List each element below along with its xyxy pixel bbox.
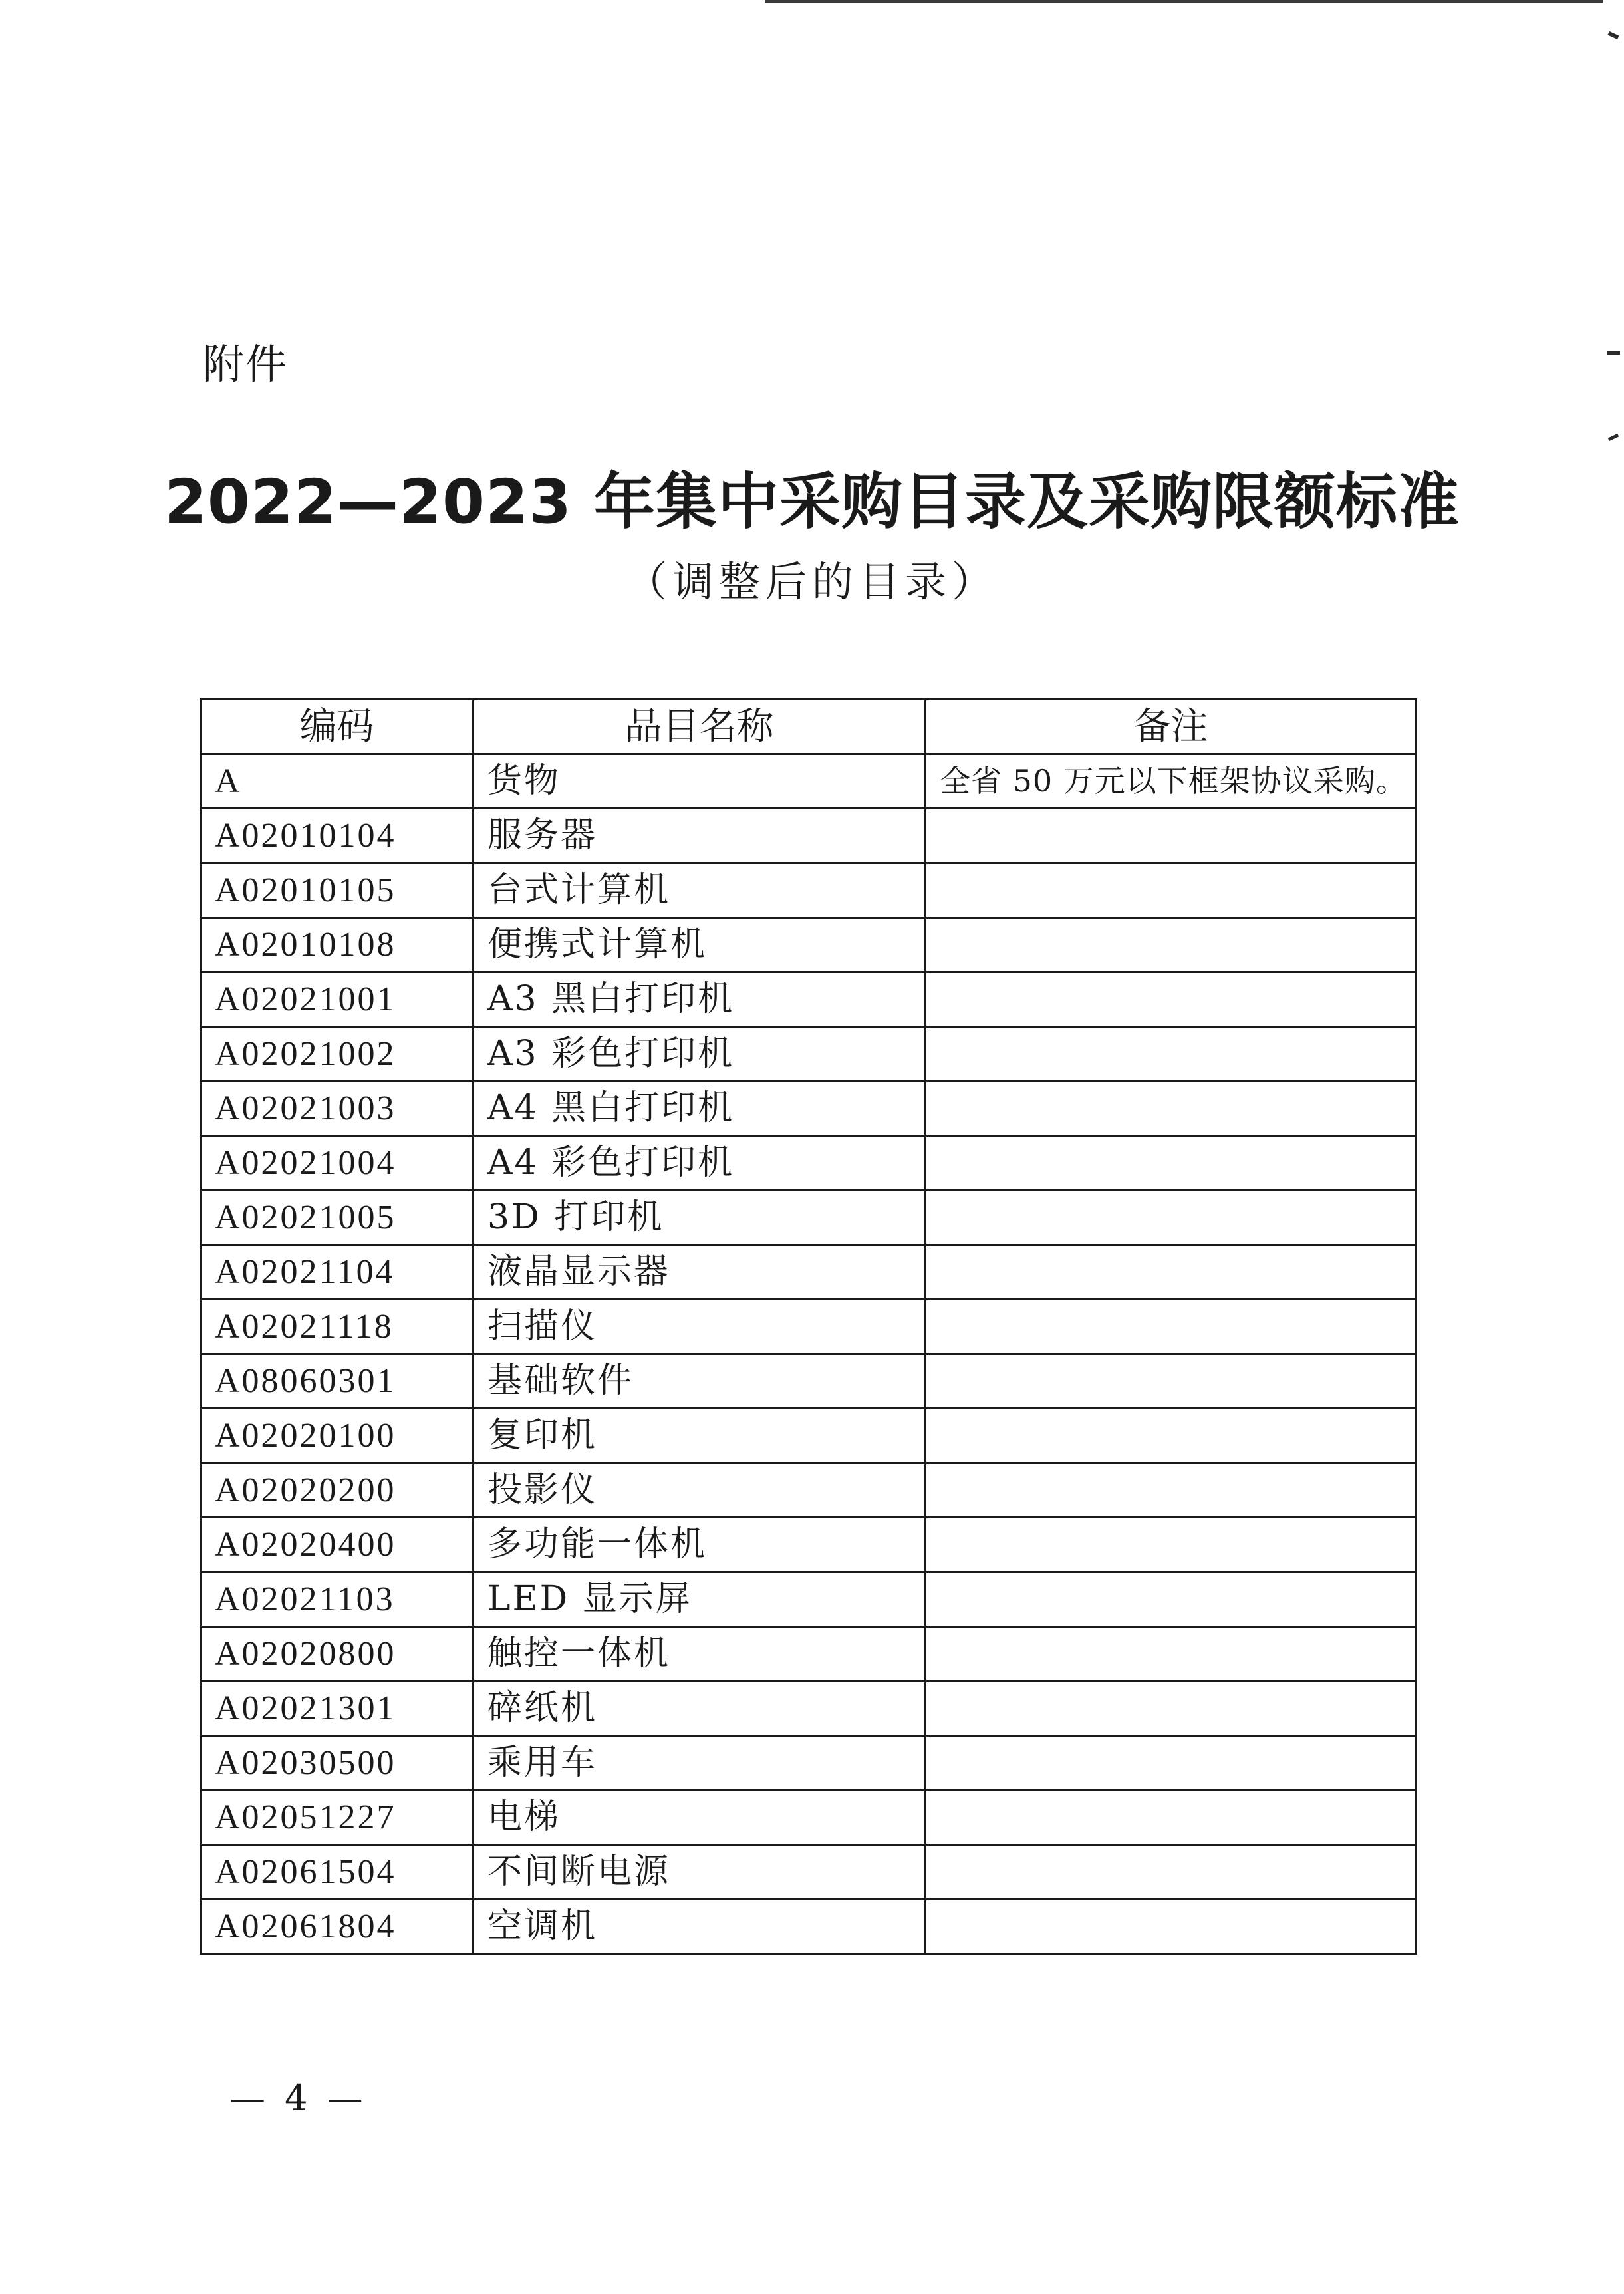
remark-cell bbox=[926, 1191, 1417, 1245]
procurement-catalog-table bbox=[200, 698, 1417, 1955]
name-cell: 基础软件 bbox=[474, 1354, 926, 1409]
remark-cell bbox=[926, 1081, 1417, 1136]
table-row bbox=[201, 863, 1417, 918]
remark-cell bbox=[926, 972, 1417, 1027]
code-cell: A02021118 bbox=[201, 1300, 474, 1354]
code-cell: A02021002 bbox=[201, 1027, 474, 1081]
name-cell: 扫描仪 bbox=[474, 1300, 926, 1354]
name-cell: A3 彩色打印机 bbox=[474, 1027, 926, 1081]
remark-cell bbox=[926, 1572, 1417, 1627]
name-cell: LED 显示屏 bbox=[474, 1572, 926, 1627]
name-cell: A3 黑白打印机 bbox=[474, 972, 926, 1027]
table-row bbox=[201, 754, 1417, 809]
code-cell: A02020100 bbox=[201, 1409, 474, 1463]
page-number: — 4 — bbox=[229, 2077, 367, 2119]
attachment-label: 附件 bbox=[203, 340, 289, 388]
table-row bbox=[201, 1136, 1417, 1191]
table-row bbox=[201, 1300, 1417, 1354]
code-cell: A02020800 bbox=[201, 1627, 474, 1681]
remark-cell bbox=[926, 1463, 1417, 1518]
code-cell: A02020400 bbox=[201, 1518, 474, 1572]
code-cell: A02021103 bbox=[201, 1572, 474, 1627]
table-row bbox=[201, 1463, 1417, 1518]
name-cell: 多功能一体机 bbox=[474, 1518, 926, 1572]
table-row bbox=[201, 1354, 1417, 1409]
table-row bbox=[201, 1081, 1417, 1136]
scan-border-line bbox=[765, 0, 1603, 3]
name-cell: 碎纸机 bbox=[474, 1681, 926, 1736]
table-body bbox=[201, 754, 1417, 1954]
remark-cell bbox=[926, 1245, 1417, 1300]
name-cell: 液晶显示器 bbox=[474, 1245, 926, 1300]
table-row bbox=[201, 1791, 1417, 1845]
remark-cell bbox=[926, 1300, 1417, 1354]
name-cell: 3D 打印机 bbox=[474, 1191, 926, 1245]
code-cell: A02021003 bbox=[201, 1081, 474, 1136]
remark-cell bbox=[926, 1900, 1417, 1954]
name-cell: 触控一体机 bbox=[474, 1627, 926, 1681]
name-cell: 服务器 bbox=[474, 809, 926, 863]
remark-cell bbox=[926, 1736, 1417, 1791]
remark-cell bbox=[926, 1681, 1417, 1736]
name-cell: A4 黑白打印机 bbox=[474, 1081, 926, 1136]
table-row bbox=[201, 972, 1417, 1027]
code-cell: A02010108 bbox=[201, 918, 474, 972]
remark-cell bbox=[926, 1518, 1417, 1572]
code-cell: A02021004 bbox=[201, 1136, 474, 1191]
remark-cell: 全省 50 万元以下框架协议采购。 bbox=[926, 754, 1417, 809]
code-cell: A02061804 bbox=[201, 1900, 474, 1954]
document-title: 2022—2023 年集中采购目录及采购限额标准 bbox=[164, 466, 1460, 537]
remark-cell bbox=[926, 1027, 1417, 1081]
table-row bbox=[201, 1900, 1417, 1954]
code-cell: A bbox=[201, 754, 474, 809]
table-header-row bbox=[201, 700, 1417, 754]
name-cell: 投影仪 bbox=[474, 1463, 926, 1518]
document-subtitle: （调整后的目录） bbox=[625, 557, 998, 606]
name-cell: 空调机 bbox=[474, 1900, 926, 1954]
remark-cell bbox=[926, 1627, 1417, 1681]
remark-cell bbox=[926, 1136, 1417, 1191]
scan-edge-mark bbox=[1607, 31, 1619, 39]
remark-cell bbox=[926, 1845, 1417, 1900]
name-cell: A4 彩色打印机 bbox=[474, 1136, 926, 1191]
name-cell: 便携式计算机 bbox=[474, 918, 926, 972]
table-row bbox=[201, 1736, 1417, 1791]
remark-cell bbox=[926, 809, 1417, 863]
code-cell: A02030500 bbox=[201, 1736, 474, 1791]
table-row bbox=[201, 918, 1417, 972]
code-cell: A02021104 bbox=[201, 1245, 474, 1300]
table-row bbox=[201, 809, 1417, 863]
table-row bbox=[201, 1627, 1417, 1681]
table-row bbox=[201, 1518, 1417, 1572]
code-cell: A02010104 bbox=[201, 809, 474, 863]
remark-cell bbox=[926, 1791, 1417, 1845]
header-code: 编码 bbox=[201, 700, 474, 754]
scan-edge-mark bbox=[1608, 434, 1619, 441]
name-cell: 电梯 bbox=[474, 1791, 926, 1845]
remark-cell bbox=[926, 1354, 1417, 1409]
table-row bbox=[201, 1245, 1417, 1300]
remark-cell bbox=[926, 863, 1417, 918]
name-cell: 台式计算机 bbox=[474, 863, 926, 918]
table-row bbox=[201, 1681, 1417, 1736]
table-row bbox=[201, 1572, 1417, 1627]
code-cell: A02021005 bbox=[201, 1191, 474, 1245]
remark-cell bbox=[926, 918, 1417, 972]
header-remark: 备注 bbox=[926, 700, 1417, 754]
remark-cell bbox=[926, 1409, 1417, 1463]
code-cell: A02010105 bbox=[201, 863, 474, 918]
code-cell: A02051227 bbox=[201, 1791, 474, 1845]
code-cell: A02021001 bbox=[201, 972, 474, 1027]
table-row bbox=[201, 1027, 1417, 1081]
code-cell: A02021301 bbox=[201, 1681, 474, 1736]
code-cell: A08060301 bbox=[201, 1354, 474, 1409]
table-row bbox=[201, 1845, 1417, 1900]
code-cell: A02061504 bbox=[201, 1845, 474, 1900]
name-cell: 乘用车 bbox=[474, 1736, 926, 1791]
table-row bbox=[201, 1409, 1417, 1463]
name-cell: 复印机 bbox=[474, 1409, 926, 1463]
table-row bbox=[201, 1191, 1417, 1245]
header-name: 品目名称 bbox=[474, 700, 926, 754]
name-cell: 不间断电源 bbox=[474, 1845, 926, 1900]
code-cell: A02020200 bbox=[201, 1463, 474, 1518]
scan-edge-mark bbox=[1607, 351, 1620, 355]
name-cell: 货物 bbox=[474, 754, 926, 809]
